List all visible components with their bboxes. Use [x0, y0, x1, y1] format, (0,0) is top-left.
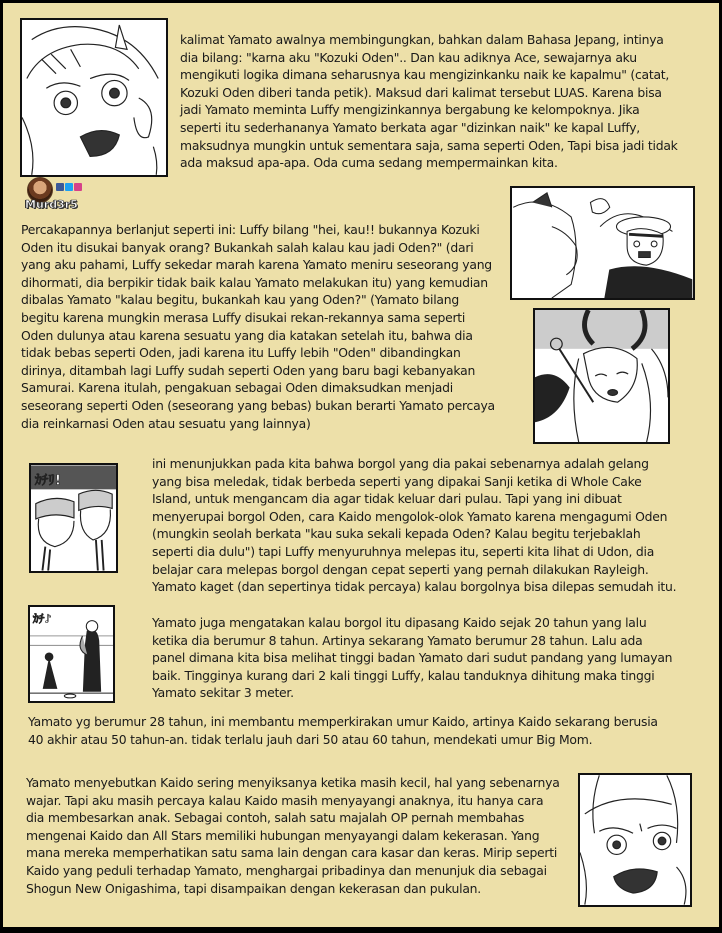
- text-line: Yamato sekitar 3 meter.: [152, 685, 294, 701]
- text-line: seseorang seperti Oden (seseorang yang bebas) bukan berarti Yamato percaya: [21, 397, 495, 413]
- author-handle: Murd3r5: [25, 198, 78, 211]
- text-line: Yamato juga mengatakan kalau borgol itu dipasang Kaido sejak 20 tahun yang lalu: [152, 615, 647, 630]
- yamato-angry-illustration: [580, 775, 690, 905]
- text-line: (mungkin seolah berkata "kau suka sekali kepada Oden? Kalau begitu terjebaklah: [152, 526, 641, 542]
- text-line: ini menunjukkan pada kita bahwa borgol yang dia pakai sebenarnya adalah gelang: [152, 456, 649, 471]
- text-line: mengikuti logika dimana seharusnya kau mengizinkanku naik ke kapalmu" (catat,: [180, 67, 670, 83]
- text-line: Samurai. Karena itulah, pengakuan sebagai Oden dimaksudkan menjadi: [21, 380, 453, 396]
- text-line: begitu karena mungkin merasa Luffy disukai rekan-rekannya sama seperti: [21, 309, 466, 325]
- text-line: ada maksud apa-apa. Oda cuma sedang mempermainkan kita.: [180, 155, 558, 171]
- text-line: seperti itu sederhananya Yamato berkata agar "dizinkan naik" ke kapal Luffy,: [180, 119, 640, 135]
- text-line: belajar cara melepas borgol dengan cepat seperti yang pernah dilakukan Rayleigh.: [152, 561, 649, 577]
- text-line: Yamato yg berumur 28 tahun, ini membantu memperkirakan umur Kaido, artinya Kaido sekarang berusia: [28, 714, 658, 729]
- paragraph-5: [28, 713, 658, 748]
- text-line: dia reinkarnasi Oden atau sesuatu yang lainnya): [21, 415, 311, 431]
- manga-panel-yamato-horns: [533, 308, 670, 444]
- paragraph-4: [152, 614, 672, 702]
- text-line: Kozuki Oden diberi tanda petik). Maksud dari kalimat tersebut LUAS. Karena bisa: [180, 84, 662, 100]
- text-line: dia membesarkan anak. Sebagai contoh, salah satu majalah OP pernah membahas: [26, 810, 525, 826]
- text-line: ketika dia berumur 8 tahun. Artinya sekarang Yamato berumur 28 tahun. Lalu ada: [152, 632, 643, 648]
- text-line: mana mereka memperhatikan satu sama lain dengan cara kasar dan keras. Mirip seperti: [26, 845, 558, 861]
- paragraph-1: [180, 31, 678, 172]
- text-line: Oden dulunya atau karena sesuatu yang dia katakan setelah itu, bahwa dia: [21, 327, 473, 343]
- text-line: Oden itu disukai banyak orang? Bukankah salah kalau kau jadi Oden?" (dari: [21, 239, 474, 255]
- text-line: mengenai Kaido dan All Stars memiliki hubungan menyayangi dalam kekerasan. Yang: [26, 827, 540, 843]
- text-line: dibalas Yamato "kalau begitu, bukankah kau yang Oden?" (Yamato bilang: [21, 292, 459, 308]
- twitter-icon[interactable]: [65, 183, 73, 191]
- text-line: yang bisa meledak, tidak berbeda seperti yang dipakai Sanji ketika di Whole Cake: [152, 473, 642, 489]
- text-line: dihormati, dia berpikir tidak baik kalau Yamato melakukan itu) yang kemudian: [21, 274, 488, 290]
- yamato-horns-illustration: [535, 310, 668, 442]
- text-line: Kaido yang peduli terhadap Yamato, menghargai pribadinya dan menunjuk dia sebagai: [26, 862, 547, 878]
- paragraph-2: [21, 221, 495, 432]
- text-line: maksudnya mungkin untuk sementara saja, sama seperti Oden, Tapi bisa jadi tidak: [180, 137, 678, 153]
- text-line: Yamato menyebutkan Kaido sering menyiksanya ketika masih kecil, hal yang sebenarnya: [26, 775, 560, 790]
- text-line: yang aku pahami, Luffy sekedar marah karena Yamato meniru seseorang yang: [21, 257, 492, 273]
- text-line: dirinya, ditambah lagi Luffy sudah seperti Oden yang baru bagi kebanyakan: [21, 362, 476, 378]
- text-line: Shogun New Onigashima, tapi disampaikan dengan kekerasan dan pukulan.: [26, 880, 481, 896]
- manga-panel-handcuffs: [29, 463, 118, 573]
- text-line: menyerupai borgol Oden, cara Kaido mengolok-olok Yamato karena mengagumi Oden: [152, 508, 668, 524]
- text-line: 40 akhir atau 50 tahun-an. tidak terlalu jauh dari 50 atau 60 tahun, mendekati umur Big Mom.: [28, 731, 593, 747]
- text-line: Yamato kaget (dan sepertinya tidak percaya) kalau borgolnya bisa dilepas semudah itu.: [152, 579, 677, 595]
- paragraph-3: [152, 455, 676, 596]
- paragraph-6: [26, 774, 560, 897]
- svg-text:ｶﾁﾘ!: ｶﾁﾘ!: [34, 473, 61, 489]
- manga-panel-yamato-luffy: [510, 186, 695, 300]
- text-line: jadi Yamato meminta Luffy mengizinkannya bergabung ke kelompoknya. Jika: [180, 102, 640, 118]
- text-line: panel dimana kita bisa melihat tinggi badan Yamato dari sudut pandang yang lumayan: [152, 650, 673, 666]
- instagram-icon[interactable]: [74, 183, 82, 191]
- text-line: tidak bebas seperti Oden, jadi karena itu Luffy lebih "Oden" dibandingkan: [21, 345, 461, 361]
- text-line: Percakapannya berlanjut seperti ini: Luffy bilang "hei, kau!! bukannya Kozuki: [21, 222, 480, 237]
- text-line: wajar. Tapi aku masih percaya kalau Kaido masih menyayangi anaknya, itu hanya cara: [26, 792, 544, 808]
- height-comparison-illustration: [30, 607, 113, 701]
- text-line: baik. Tingginya kurang dari 2 kali tinggi Luffy, kalau tanduknya dihitung maka tinggi: [152, 667, 655, 683]
- text-line: seperti dia dulu") tapi Luffy menyuruhnya melepas itu, seperti kita lihat di Udon, dia: [152, 543, 655, 559]
- svg-text:ｶﾁ♪: ｶﾁ♪: [32, 611, 52, 626]
- manga-panel-udon-height: [28, 605, 115, 703]
- yamato-luffy-illustration: [512, 188, 693, 298]
- text-line: dia bilang: "karna aku "Kozuki Oden".. Dan kau adiknya Ace, sewajarnya aku: [180, 49, 637, 65]
- manga-panel-yamato-angry: [578, 773, 692, 907]
- yamato-face-illustration: [22, 20, 166, 175]
- facebook-icon[interactable]: [56, 183, 64, 191]
- manga-panel-yamato-closeup: [20, 18, 168, 177]
- handcuffs-illustration: [31, 465, 116, 571]
- text-line: kalimat Yamato awalnya membingungkan, bahkan dalam Bahasa Jepang, intinya: [180, 32, 664, 47]
- text-line: Island, untuk mengancam dia agar tidak keluar dari pulau. Tapi yang ini dibuat: [152, 491, 622, 507]
